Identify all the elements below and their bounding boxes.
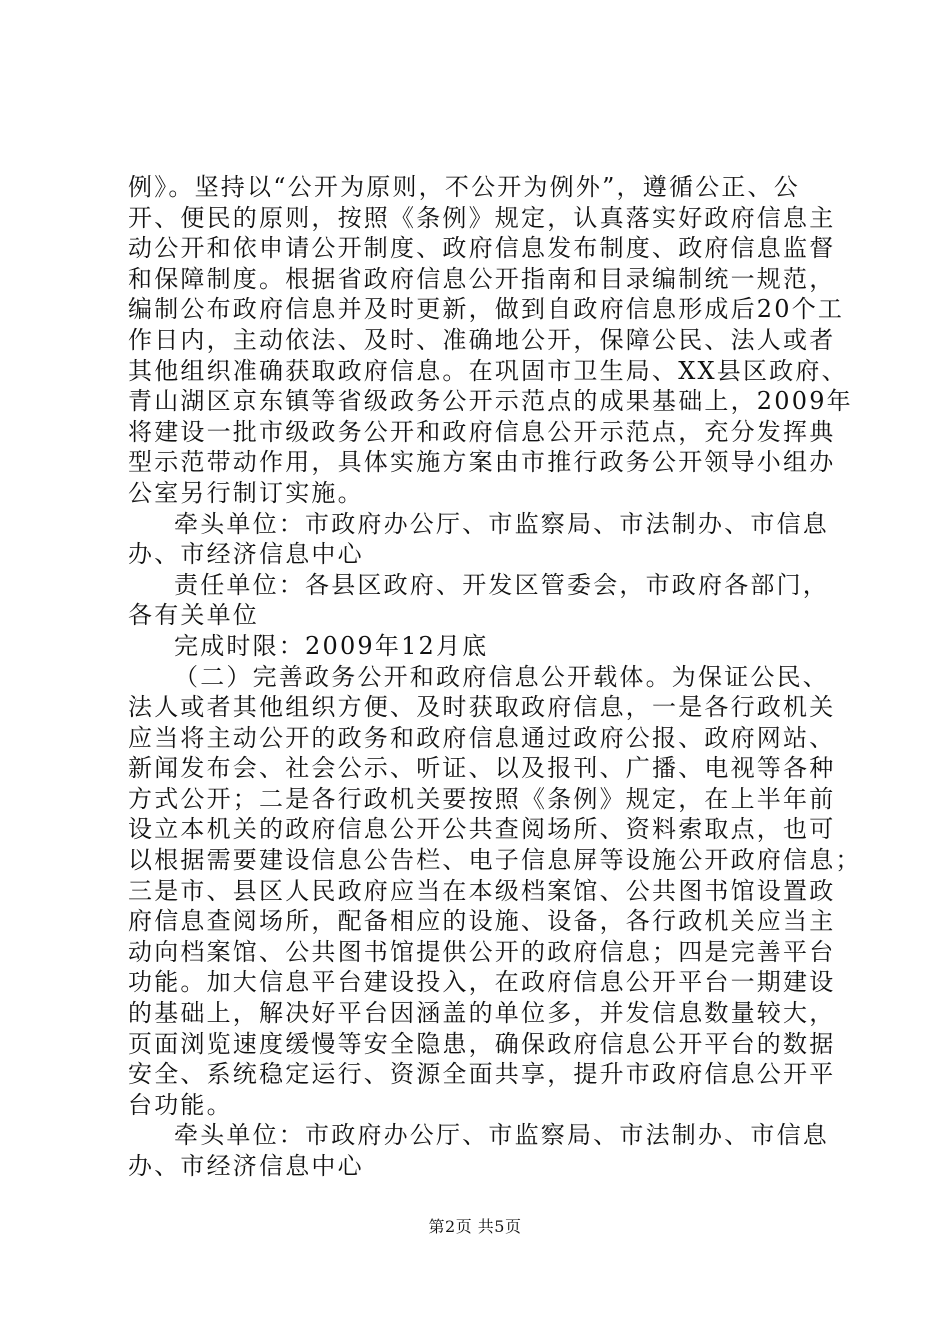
- text-line: 方式公开；二是各行政机关要按照《条例》规定，在上半年前: [128, 784, 836, 813]
- text-line: 动向档案馆、公共图书馆提供公开的政府信息；四是完善平台: [128, 937, 836, 966]
- text-line: 型示范带动作用，具体实施方案由市推行政务公开领导小组办: [128, 448, 836, 477]
- body-text: [128, 172, 862, 1182]
- text-line: 府信息查阅场所，配备相应的设施、设备，各行政机关应当主: [128, 907, 836, 936]
- text-line: 和保障制度。根据省政府信息公开指南和目录编制统一规范，: [128, 264, 836, 293]
- text-line: 办、市经济信息中心: [128, 1152, 364, 1180]
- text-line: 作日内，主动依法、及时、准确地公开，保障公民、法人或者: [128, 325, 836, 354]
- text-line: 各有关单位: [128, 601, 259, 630]
- text-line: 功能。加大信息平台建设投入，在政府信息公开平台一期建设: [128, 968, 836, 997]
- text-line: 安全、系统稳定运行、资源全面共享，提升市政府信息公开平: [128, 1060, 836, 1089]
- section-heading-line: （二）完善政务公开和政府信息公开载体。为保证公民、: [174, 662, 829, 691]
- text-line: 动公开和依申请公开制度、政府信息发布制度、政府信息监督: [128, 234, 836, 263]
- page-number-footer: 第2页 共5页: [428, 1217, 522, 1236]
- deadline-line: 完成时限：2009年12月底: [174, 631, 489, 660]
- text-line: 办、市经济信息中心: [128, 540, 364, 569]
- text-line: 青山湖区京东镇等省级政务公开示范点的成果基础上，2009年: [128, 387, 853, 416]
- text-line: 其他组织准确获取政府信息。在巩固市卫生局、XX县区政府、: [128, 356, 848, 385]
- lead-unit-line: 牵头单位：市政府办公厅、市监察局、市法制办、市信息: [174, 1121, 829, 1150]
- text-line: 公室另行制订实施。: [128, 478, 364, 507]
- text-line: 台功能。: [128, 1090, 233, 1119]
- text-line: 新闻发布会、社会公示、听证、以及报刊、广播、电视等各种: [128, 754, 836, 783]
- text-line: 设立本机关的政府信息公开公共查阅场所、资料索取点，也可: [128, 815, 836, 844]
- responsible-unit-line: 责任单位：各县区政府、开发区管委会，市政府各部门，: [174, 570, 829, 599]
- text-line: 三是市、县区人民政府应当在本级档案馆、公共图书馆设置政: [128, 876, 836, 905]
- text-line: 以根据需要建设信息公告栏、电子信息屏等设施公开政府信息；: [128, 846, 862, 875]
- text-line: 编制公布政府信息并及时更新，做到自政府信息形成后20个工: [128, 295, 845, 324]
- text-line: 开、便民的原则，按照《条例》规定，认真落实好政府信息主: [128, 203, 836, 232]
- text-line: 法人或者其他组织方便、及时获取政府信息，一是各行政机关: [128, 693, 836, 722]
- lead-unit-line: 牵头单位：市政府办公厅、市监察局、市法制办、市信息: [174, 509, 829, 538]
- text-line: 将建设一批市级政务公开和政府信息公开示范点，充分发挥典: [128, 417, 836, 446]
- text-line: 页面浏览速度缓慢等安全隐患，确保政府信息公开平台的数据: [128, 1029, 836, 1058]
- text-line: 应当将主动公开的政务和政府信息通过政府公报、政府网站、: [128, 723, 836, 752]
- text-line: 的基础上，解决好平台因涵盖的单位多，并发信息数量较大，: [128, 999, 836, 1028]
- text-line: 例》。坚持以“公开为原则，不公开为例外”，遵循公正、公: [128, 173, 800, 201]
